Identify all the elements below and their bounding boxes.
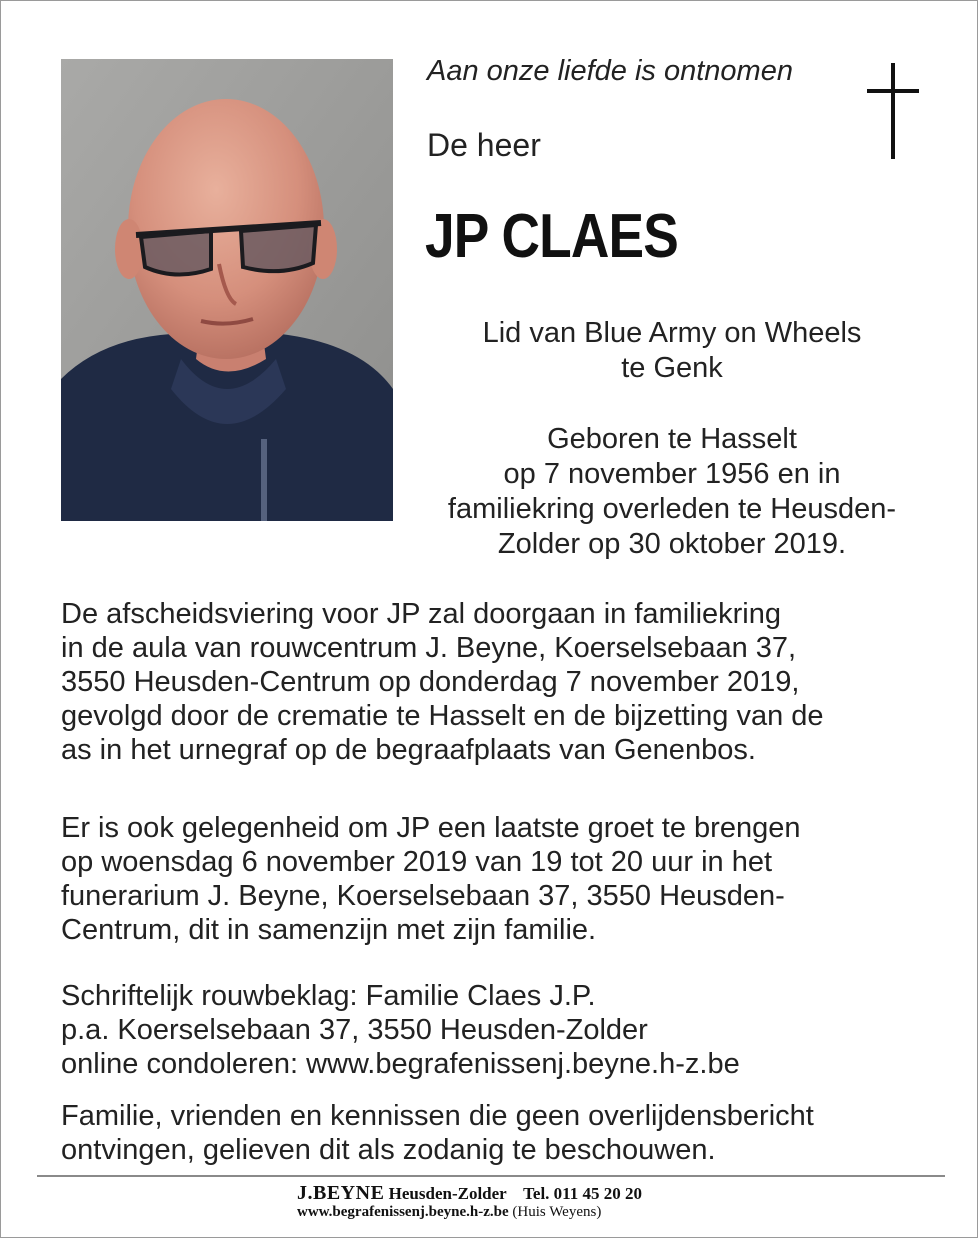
condolences-line: p.a. Koerselsebaan 37, 3550 Heusden-Zolder (61, 1014, 648, 1046)
cross-icon (864, 63, 924, 161)
visitation-line: Centrum, dit in samenzijn met zijn familie. (61, 914, 597, 946)
membership-text (421, 316, 923, 386)
footer-divider (37, 1175, 945, 1177)
funeral-home-phone: Tel. 011 45 20 20 (523, 1184, 642, 1203)
membership-line: Lid van Blue Army on Wheels (482, 317, 862, 349)
birth-death-line: familiekring overleden te Heusden- (447, 493, 897, 525)
ceremony-line: in de aula van rouwcentrum J. Beyne, Koerselsebaan 37, (61, 632, 797, 664)
closing-line: ontvingen, gelieven dit als zodanig te beschouwen. (61, 1134, 716, 1166)
funeral-home-note: (Huis Weyens) (512, 1204, 602, 1220)
birth-death-line: op 7 november 1956 en in (503, 458, 841, 490)
ceremony-line: 3550 Heusden-Centrum op donderdag 7 november 2019, (61, 666, 800, 698)
condolences-paragraph (61, 979, 941, 1081)
funeral-home-footer (297, 1183, 642, 1221)
visitation-line: op woensdag 6 november 2019 van 19 tot 20 uur in het (61, 846, 773, 878)
name-prefix: De heer (427, 127, 541, 163)
birth-death-line: Geboren te Hasselt (547, 423, 797, 455)
condolences-line: online condoleren: www.begrafenissenj.beyne.h-z.be (61, 1048, 740, 1080)
ceremony-line: De afscheidsviering voor JP zal doorgaan in familiekring (61, 598, 782, 630)
portrait-photo (61, 59, 393, 521)
condolences-line: Schriftelijk rouwbeklag: Familie Claes J.P. (61, 980, 596, 1012)
membership-line: te Genk (621, 352, 723, 384)
portrait-illustration (61, 59, 393, 521)
funeral-home-brand: J.BEYNE (297, 1182, 385, 1204)
visitation-paragraph (61, 811, 941, 947)
visitation-line: Er is ook gelegenheid om JP een laatste groet te brengen (61, 812, 801, 844)
ceremony-line: as in het urnegraf op de begraafplaats van Genenbos. (61, 734, 756, 766)
deceased-name: JP CLAES (425, 202, 678, 271)
closing-line: Familie, vrienden en kennissen die geen overlijdensbericht (61, 1100, 814, 1132)
ceremony-paragraph (61, 597, 941, 767)
birth-death-line: Zolder op 30 oktober 2019. (497, 528, 847, 560)
birth-death-text (421, 422, 923, 562)
intro-line: Aan onze liefde is ontnomen (427, 55, 793, 87)
closing-paragraph (61, 1099, 941, 1167)
ceremony-line: gevolgd door de crematie te Hasselt en de bijzetting van de (61, 700, 824, 732)
visitation-line: funerarium J. Beyne, Koerselsebaan 37, 3550 Heusden- (61, 880, 785, 912)
funeral-home-website: www.begrafenissenj.beyne.h-z.be (297, 1204, 509, 1220)
funeral-home-location: Heusden-Zolder (388, 1184, 507, 1203)
